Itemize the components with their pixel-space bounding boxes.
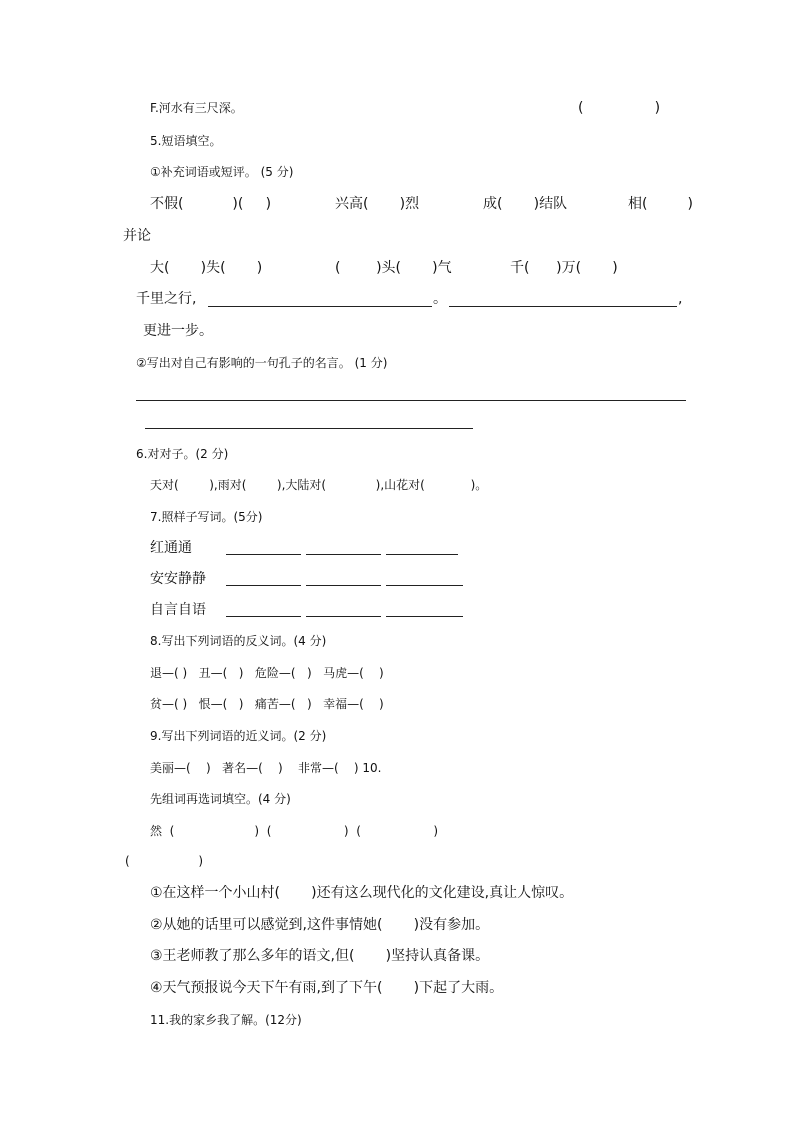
answer-line[interactable] [386,554,458,555]
proverb-end: 更进一步。 [143,323,213,339]
question-8-title: 8.写出下列词语的反义词。(4 分) [150,634,327,648]
antonym-row: 退—( ) 丑—( ) 危险—( ) 马虎—( ) [150,666,384,680]
answer-line[interactable] [306,554,381,555]
fill-sentence: ④天气预报说今天下午有雨,到了下午( )下起了大雨。 [150,980,504,996]
answer-line[interactable] [306,616,381,617]
proverb-period: 。 [433,291,447,307]
answer-line[interactable] [226,585,301,586]
word-example: 自言自语 [150,602,206,618]
idiom-blank: 千( )万( ) [510,260,618,276]
fill-sentence: ②从她的话里可以感觉到,这件事情她( )没有参加。 [150,917,490,933]
fill-sentence: ①在这样一个小山村( )还有这么现代化的文化建设,真让人惊叹。 [150,885,574,901]
fill-sentence: ③王老师教了那么多年的语文,但( )坚持认真备课。 [150,948,490,964]
answer-line[interactable] [306,585,381,586]
idiom-continuation: 并论 [123,228,151,244]
couplet-line: 天对( ),雨对( ),大陆对( ),山花对( )。 [150,478,488,492]
idiom-blank: 相( ) [628,196,693,212]
answer-line[interactable] [226,616,301,617]
answer-line[interactable] [145,428,473,429]
answer-line[interactable] [208,306,432,307]
word-example: 安安静静 [150,571,206,587]
antonym-row: 贫—( ) 恨—( ) 痛苦—( ) 幸福—( ) [150,697,384,711]
proverb-start: 千里之行, [136,291,197,307]
item-f: F.河水有三尺深。 [150,101,243,115]
proverb-comma: , [678,291,683,307]
word-example: 红通通 [150,540,192,556]
idiom-blank: ( )头( )气 [335,260,452,276]
word-group-continuation: ( ) [125,854,204,868]
synonym-row: 美丽—( ) 著名—( ) 非常—( ) 10. [150,761,382,775]
answer-paren: ( ) [578,100,661,116]
question-5-title: 5.短语填空。 [150,134,222,148]
question-9-title: 9.写出下列词语的近义词。(2 分) [150,729,327,743]
answer-line[interactable] [226,554,301,555]
idiom-blank: 大( )失( ) [150,260,263,276]
question-10-title: 先组词再选词填空。(4 分) [150,792,291,806]
idiom-blank: 不假( )( ) [150,196,272,212]
question-11-title: 11.我的家乡我了解。(12分) [150,1013,302,1027]
answer-line[interactable] [386,616,463,617]
answer-line[interactable] [449,306,677,307]
question-7-title: 7.照样子写词。(5分) [150,510,263,524]
question-6-title: 6.对对子。(2 分) [136,447,229,461]
word-group-row: 然 ( ) ( ) ( ) [150,824,439,838]
answer-line[interactable] [386,585,463,586]
answer-line[interactable] [136,400,686,401]
idiom-blank: 兴高( )烈 [335,196,420,212]
idiom-blank: 成( )结队 [483,196,568,212]
question-5-part-1: ①补充词语或短评。 (5 分) [150,165,294,179]
question-5-part-2: ②写出对自己有影响的一句孔子的名言。 (1 分) [136,356,388,370]
